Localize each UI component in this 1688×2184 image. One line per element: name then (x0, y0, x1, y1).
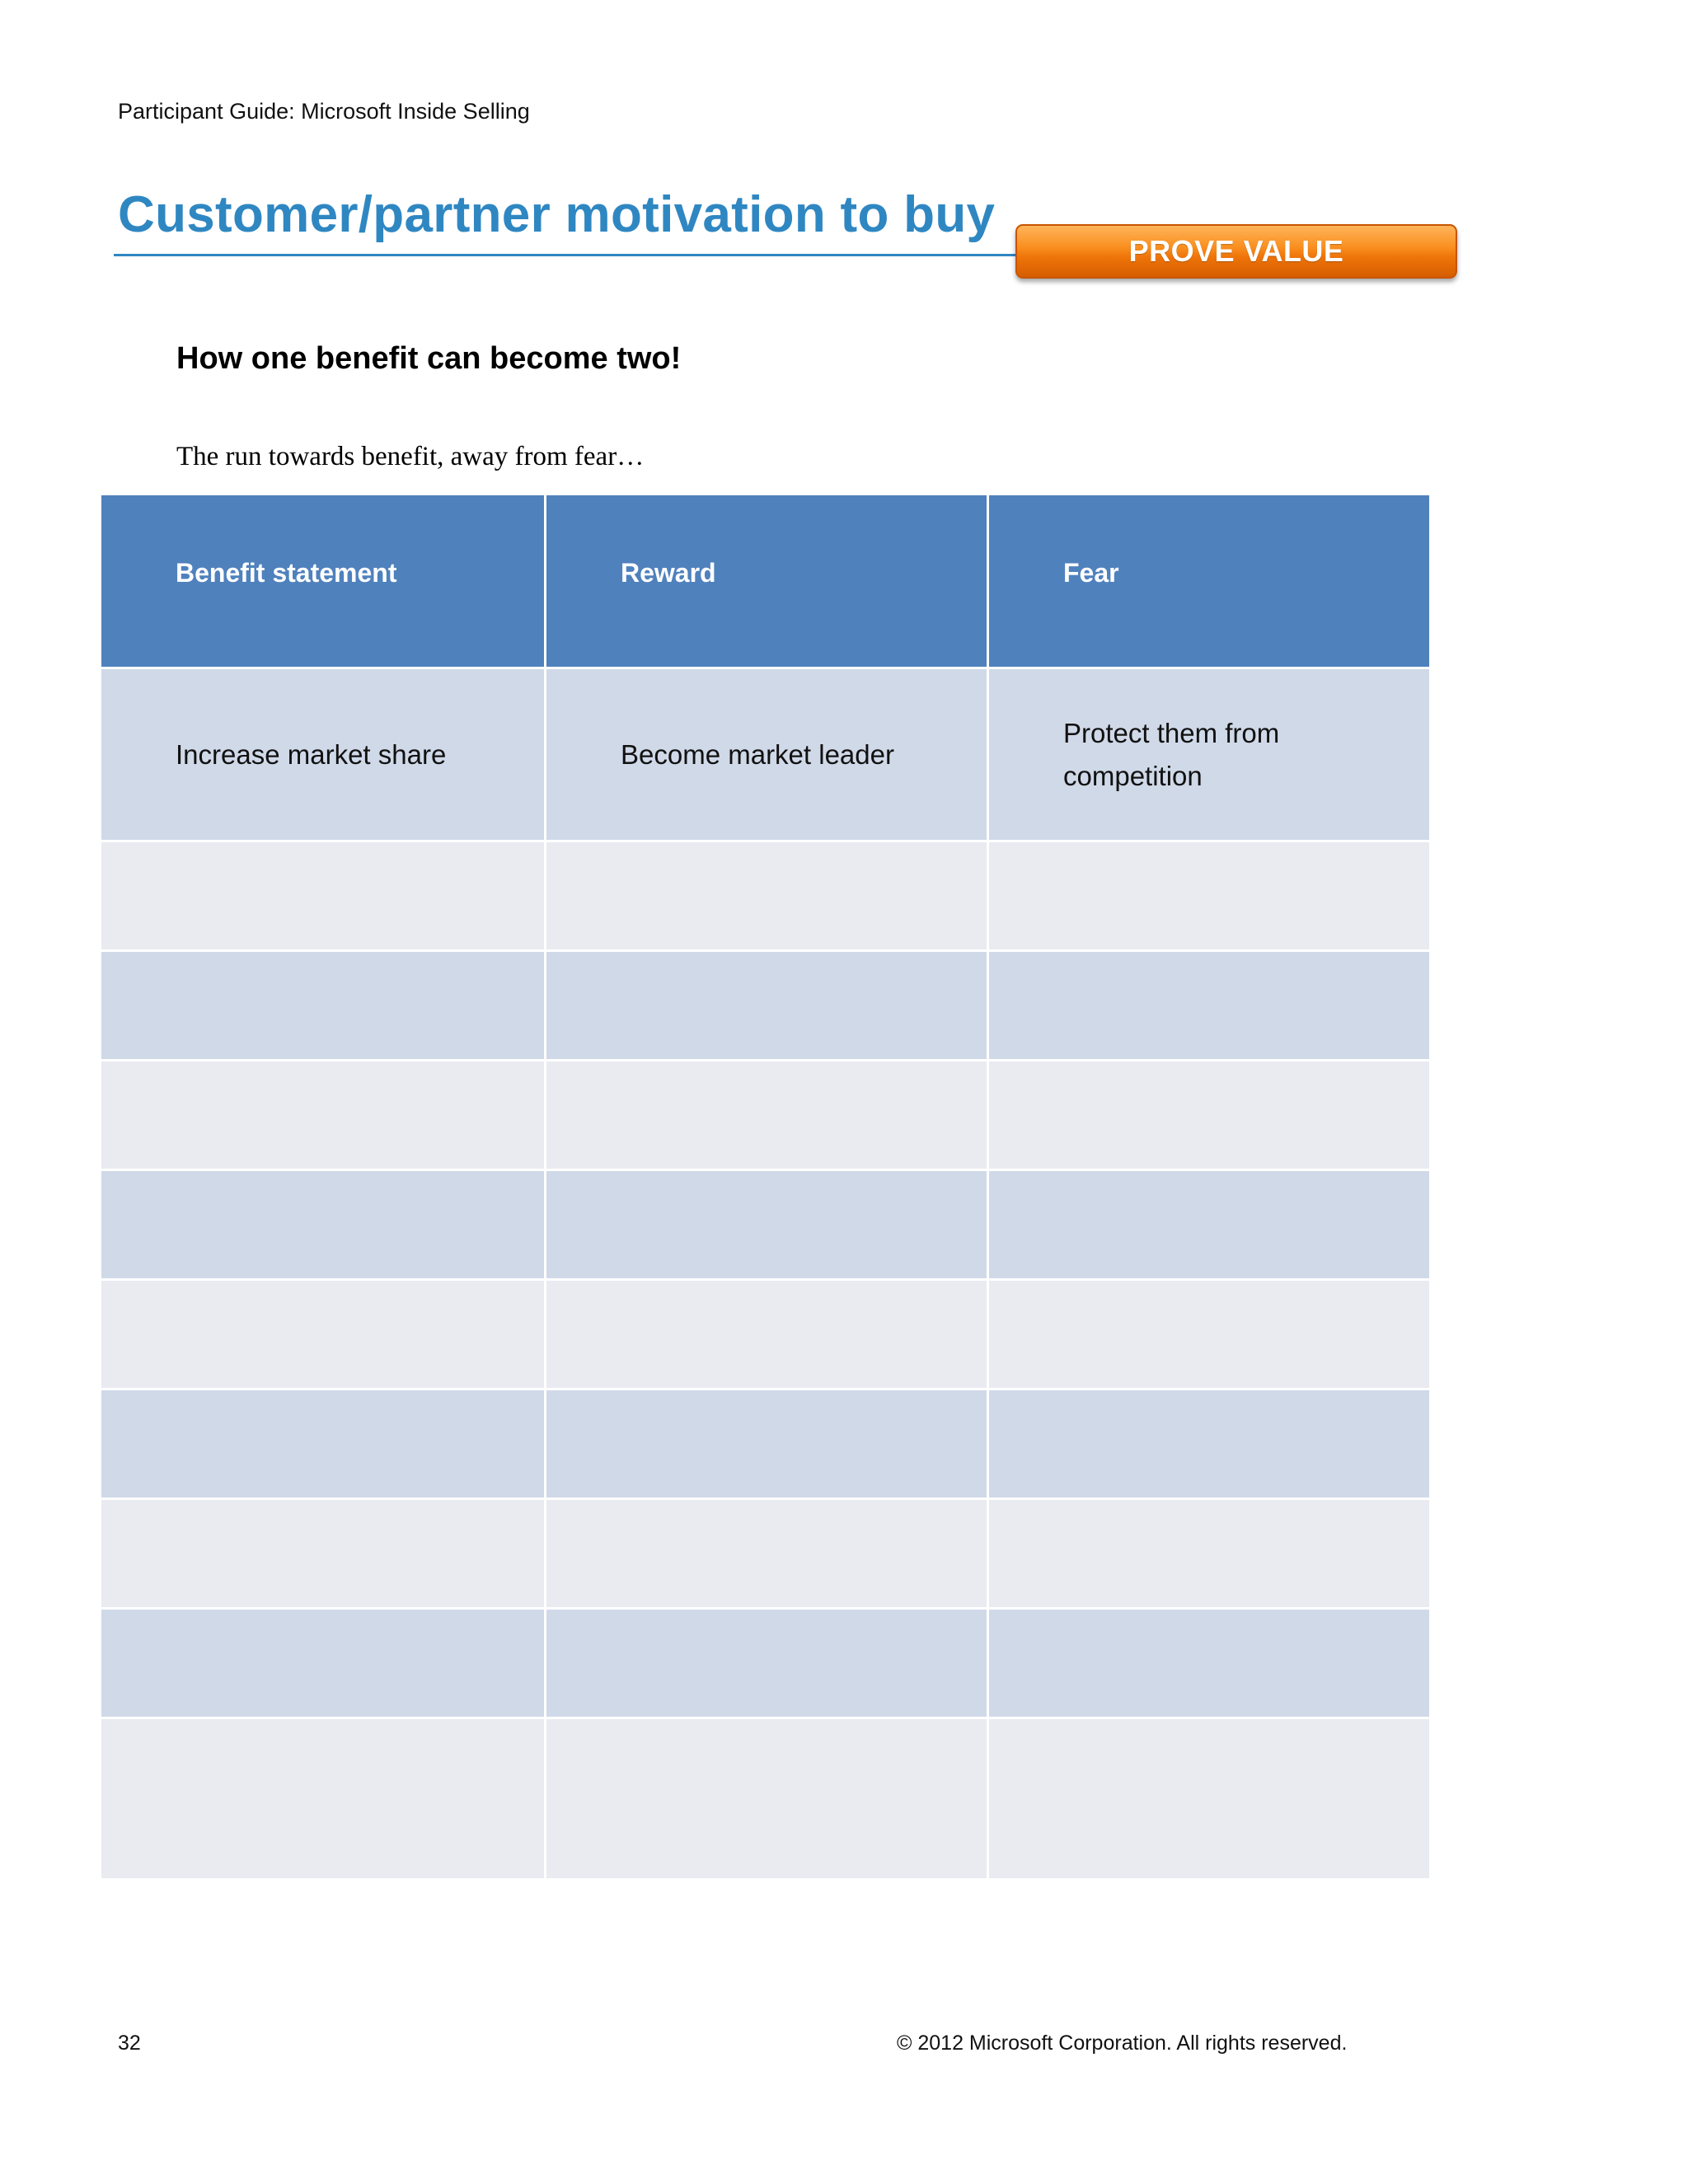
table-cell[interactable] (101, 1390, 544, 1497)
table-cell[interactable] (544, 1062, 987, 1169)
table-cell[interactable] (987, 1062, 1429, 1169)
table-cell[interactable] (987, 1500, 1429, 1607)
table-cell: Increase market share (101, 669, 544, 840)
table-row (101, 1171, 1430, 1281)
table-row (101, 1500, 1430, 1610)
column-header-benefit: Benefit statement (101, 495, 544, 667)
table-cell[interactable] (544, 1171, 987, 1278)
table-cell[interactable] (101, 952, 544, 1059)
table-cell[interactable] (544, 1610, 987, 1717)
table-row (101, 669, 1430, 842)
table-row (101, 952, 1430, 1062)
column-header-fear: Fear (987, 495, 1429, 667)
table-cell[interactable] (544, 1281, 987, 1388)
table-cell[interactable] (544, 1719, 987, 1878)
table-row (101, 1281, 1430, 1390)
table-cell[interactable] (544, 842, 987, 949)
table-row (101, 1390, 1430, 1500)
section-heading: How one benefit can become two! (176, 341, 682, 376)
table-cell[interactable] (987, 1281, 1429, 1388)
table-row (101, 842, 1430, 952)
intro-text: The run towards benefit, away from fear… (176, 442, 645, 471)
page-title: Customer/partner motivation to buy (118, 186, 996, 243)
table-cell[interactable] (101, 1281, 544, 1388)
page-number: 32 (118, 2032, 141, 2055)
table-cell[interactable] (101, 842, 544, 949)
table-header-row (101, 495, 1430, 669)
title-underline (114, 254, 1016, 256)
prove-value-badge: PROVE VALUE (1015, 224, 1457, 279)
table-cell[interactable] (544, 952, 987, 1059)
table-cell[interactable] (101, 1062, 544, 1169)
table-cell[interactable] (101, 1610, 544, 1717)
table-cell[interactable] (987, 1719, 1429, 1878)
column-header-reward: Reward (544, 495, 987, 667)
table-cell[interactable] (101, 1500, 544, 1607)
table-cell[interactable] (544, 1500, 987, 1607)
table-row (101, 1062, 1430, 1171)
table-row (101, 1610, 1430, 1719)
table-cell[interactable] (544, 1390, 987, 1497)
table-cell[interactable] (987, 1171, 1429, 1278)
table-cell: Protect them from competition (987, 669, 1429, 840)
table-cell[interactable] (987, 952, 1429, 1059)
table-cell[interactable] (987, 1610, 1429, 1717)
running-header: Participant Guide: Microsoft Inside Selling (118, 99, 530, 124)
benefit-table (101, 495, 1430, 1878)
table-cell[interactable] (101, 1171, 544, 1278)
copyright-notice: © 2012 Microsoft Corporation. All rights reserved. (897, 2032, 1348, 2055)
table-row (101, 1719, 1430, 1878)
table-cell: Become market leader (544, 669, 987, 840)
table-cell[interactable] (987, 1390, 1429, 1497)
table-cell[interactable] (101, 1719, 544, 1878)
table-cell[interactable] (987, 842, 1429, 949)
